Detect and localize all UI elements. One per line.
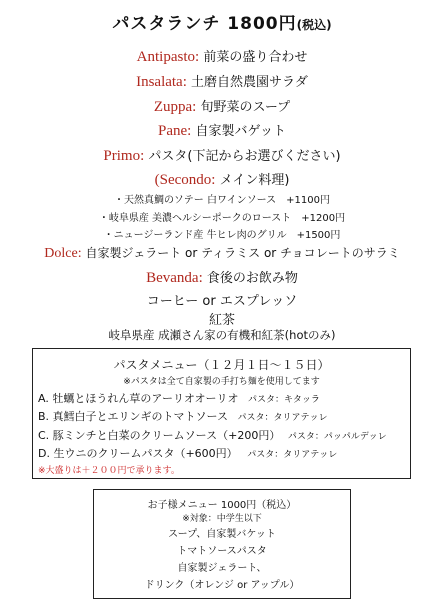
course-bevanda bbox=[0, 267, 444, 287]
pasta-menu-box bbox=[32, 348, 411, 479]
kids-menu-line: スープ、自家製バケット bbox=[168, 529, 276, 540]
course-primo bbox=[0, 145, 444, 165]
course-desc: パスタ(下記からお選びください) bbox=[148, 149, 341, 164]
course-desc: 食後のお飲み物 bbox=[206, 271, 298, 286]
title-text: パスタランチ 1800円 bbox=[112, 14, 297, 34]
kids-menu-line: トマトソースパスタ bbox=[177, 546, 267, 557]
course-label: Antipasto: bbox=[136, 49, 200, 65]
course-desc: 自家製ジェラート or ティラミス or チョコレートのサラミ bbox=[85, 246, 400, 260]
kids-menu-box bbox=[93, 489, 351, 599]
course-label: Insalata: bbox=[136, 74, 187, 90]
pasta-menu-title: パスタメニュー（１２月１日〜１５日） bbox=[113, 358, 330, 372]
page-title bbox=[0, 9, 444, 34]
course-label: Bevanda: bbox=[146, 270, 203, 286]
kids-menu-line: ドリンク（オレンジ or アップル） bbox=[144, 580, 300, 591]
secondo-option: ・岐阜県産 美濃ヘルシーポークのロースト +1200円 bbox=[98, 213, 346, 224]
course-antipasto bbox=[0, 46, 444, 66]
tax-label: (税込) bbox=[296, 18, 332, 32]
pasta-type: パスタ：タリアテッレ bbox=[237, 413, 328, 423]
course-label: (Secondo: bbox=[154, 172, 216, 188]
pasta-item-b bbox=[38, 408, 328, 424]
pasta-type: パスタ：キタッラ bbox=[247, 395, 320, 405]
kids-menu-line: 自家製ジェラート、 bbox=[177, 563, 267, 574]
course-label: Primo: bbox=[103, 148, 145, 164]
course-desc: 旬野菜のスープ bbox=[200, 100, 291, 115]
course-zuppa bbox=[0, 96, 444, 116]
pasta-type: パスタ：タリアテッレ bbox=[247, 450, 338, 460]
drink-line: 紅茶 bbox=[208, 313, 235, 328]
course-desc: 土磨自然農園サラダ bbox=[191, 75, 308, 90]
kids-menu-target: ※対象：中学生以下 bbox=[182, 514, 262, 524]
drink-line: 岐阜県産 成瀬さん家の有機和紅茶(hotのみ) bbox=[108, 328, 336, 342]
course-secondo bbox=[0, 169, 444, 189]
pasta-menu-note: ※パスタは全て自家製の手打ち麺を使用してます bbox=[123, 377, 320, 387]
course-dolce bbox=[0, 244, 444, 262]
pasta-item-d bbox=[38, 445, 337, 461]
pasta-type: パスタ：パッパルデッレ bbox=[287, 432, 387, 442]
kids-menu-title: お子様メニュー 1000円（税込） bbox=[147, 500, 297, 511]
secondo-option: ・天然真鯛のソテー 白ワインソース +1100円 bbox=[113, 195, 330, 206]
course-desc: メイン料理) bbox=[219, 173, 290, 188]
pasta-item-a bbox=[38, 390, 320, 406]
course-pane bbox=[0, 120, 444, 140]
course-label: Zuppa: bbox=[153, 99, 197, 115]
course-label: Dolce: bbox=[44, 246, 82, 261]
pasta-item-name: C. 豚ミンチと白菜のクリームソース（+200円） bbox=[38, 429, 281, 442]
pasta-item-name: D. 生ウニのクリームパスタ（+600円） bbox=[38, 447, 238, 460]
secondo-option: ・ニュージーランド産 牛ヒレ肉のグリル +1500円 bbox=[103, 230, 341, 241]
drink-line: コーヒー or エスプレッソ bbox=[146, 294, 298, 309]
course-insalata bbox=[0, 71, 444, 91]
large-portion-note: ※大盛りは＋２００円で承ります。 bbox=[38, 466, 180, 476]
pasta-item-name: A. 牡蠣とほうれん草のアーリオオーリオ bbox=[38, 392, 239, 405]
course-desc: 自家製バゲット bbox=[195, 124, 286, 139]
pasta-item-name: B. 真鱈白子とエリンギのトマトソース bbox=[38, 410, 228, 423]
pasta-item-c bbox=[38, 427, 387, 443]
course-desc: 前菜の盛り合わせ bbox=[203, 50, 308, 65]
course-label: Pane: bbox=[158, 123, 192, 139]
